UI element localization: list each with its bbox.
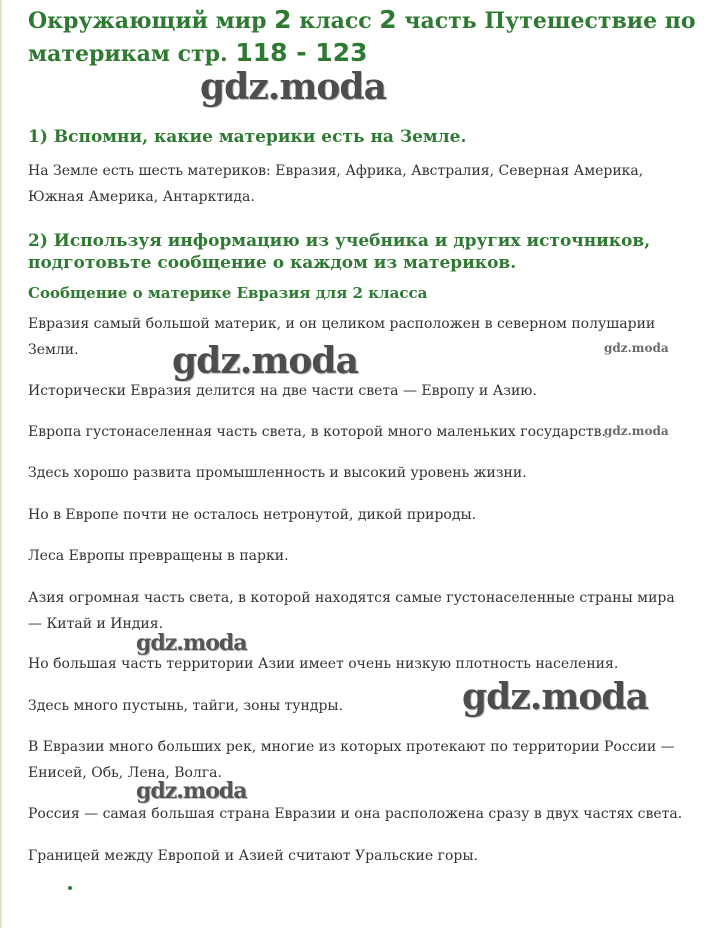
- watermark-logo: gdz.moda: [200, 66, 386, 108]
- watermark-logo: gdz.moda: [172, 340, 358, 382]
- watermark-logo: gdz.moda: [462, 676, 648, 718]
- page-left-border: [0, 0, 2, 928]
- watermark-small: gdz.moda: [604, 341, 669, 355]
- paragraph: Азия огромная часть света, в которой находятся самые густонаселенные страны мира — Китай и Индия.: [28, 590, 675, 632]
- section-subheading: Сообщение о материке Евразия для 2 класса: [28, 284, 428, 302]
- question-1-answer: На Земле есть шесть материков: Евразия, Африка, Австралия, Северная Америка, Южная Америка, Антарктида.: [28, 163, 644, 205]
- title-text: класс: [291, 8, 380, 34]
- title-part: 2: [379, 5, 397, 34]
- paragraph: Но большая часть территории Азии имеет очень низкую плотность населения.: [28, 656, 619, 672]
- paragraph: Европа густонаселенная часть света, в которой много маленьких государств.: [28, 424, 606, 440]
- paragraph: Здесь много пустынь, тайги, зоны тундры.: [28, 698, 344, 714]
- title-text: Окружающий мир: [28, 8, 275, 34]
- question-2-heading: 2) Используя информацию из учебника и других источников, подготовьте сообщение о каждом из материков.: [28, 231, 651, 273]
- paragraph: Евразия самый большой материк, и он целиком расположен в северном полушарии Земли.: [28, 316, 656, 358]
- title-grade: 2: [274, 5, 292, 34]
- question-1-heading: 1) Вспомни, какие материки есть на Земле.: [28, 127, 467, 147]
- watermark-logo: gdz.moda: [136, 630, 247, 656]
- page-title: [28, 4, 708, 70]
- paragraph: В Евразии много больших рек, многие из которых протекают по территории России — Енисей, Обь, Лена, Волга.: [28, 739, 675, 781]
- watermark-logo: gdz.moda: [136, 778, 247, 804]
- bottom-marker: [68, 886, 72, 890]
- paragraph: Но в Европе почти не осталось нетронутой, дикой природы.: [28, 507, 477, 523]
- watermark-small: gdz.moda: [604, 424, 669, 438]
- paragraph: Россия — самая большая страна Евразии и она расположена сразу в двух частях света.: [28, 806, 683, 822]
- title-text: часть Путешествие по материкам стр.: [28, 8, 696, 67]
- title-pages: 118 - 123: [235, 38, 368, 67]
- paragraph: Леса Европы превращены в парки.: [28, 548, 289, 564]
- paragraph: Исторически Евразия делится на две части света — Европу и Азию.: [28, 383, 537, 399]
- paragraph: Границей между Европой и Азией считают Уральские горы.: [28, 848, 478, 864]
- paragraph: Здесь хорошо развита промышленность и высокий уровень жизни.: [28, 465, 527, 481]
